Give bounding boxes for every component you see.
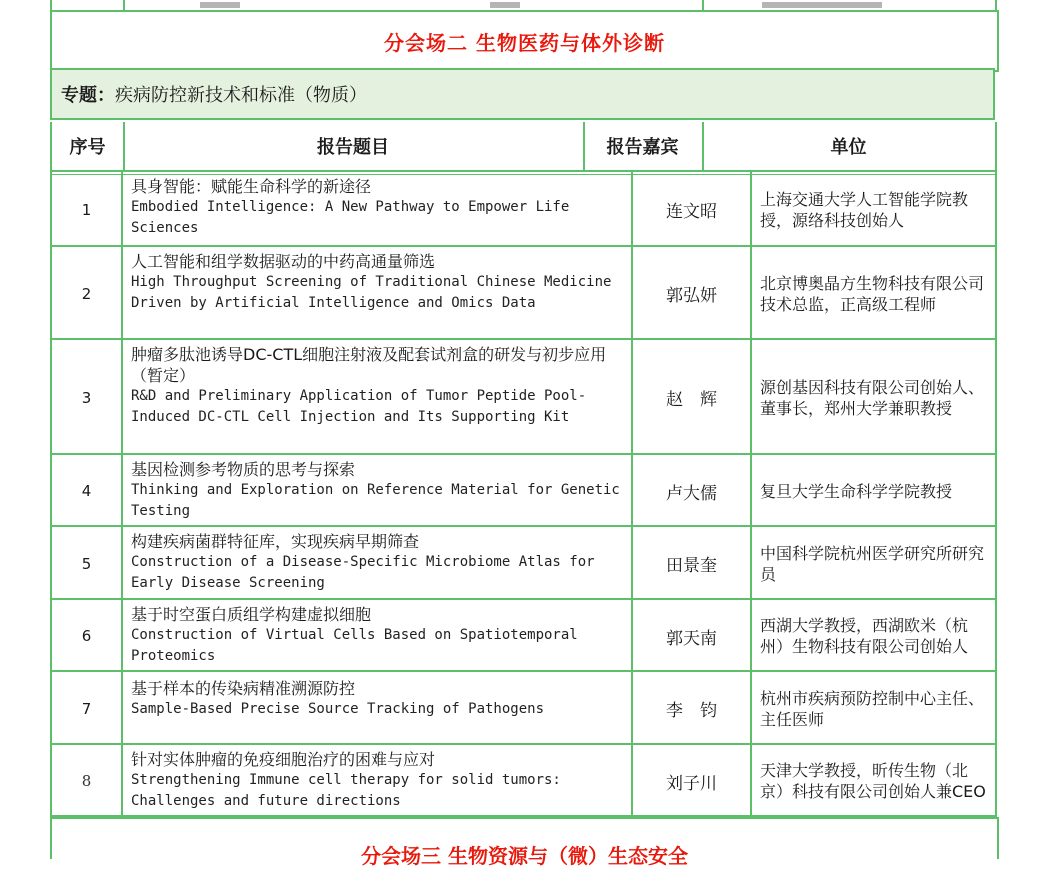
next-section-title-text: 分会场三 生物资源与（微）生态安全 xyxy=(361,844,688,868)
speaker-name: 连文昭 xyxy=(633,172,752,247)
row-number: 6 xyxy=(50,600,123,672)
row-number: 4 xyxy=(50,455,123,527)
speaker-name: 郭弘妍 xyxy=(633,247,752,340)
previous-table-remnant xyxy=(50,0,997,10)
header-speaker-text: 报告嘉宾 xyxy=(606,137,679,158)
report-title-en: Strengthening Immune cell therapy for solid tumors: Challenges and future directions xyxy=(131,772,561,809)
table-row xyxy=(50,340,997,455)
speaker-unit: 杭州市疾病预防控制中心主任、主任医师 xyxy=(752,672,997,745)
table-row xyxy=(50,600,997,672)
report-title-en: Thinking and Exploration on Reference Material for Genetic Testing xyxy=(131,482,620,519)
report-title xyxy=(123,600,633,672)
report-title-zh: 基于样本的传染病精准溯源防控 xyxy=(131,679,356,698)
speaker-name: 刘子川 xyxy=(633,745,752,817)
header-unit xyxy=(702,122,997,172)
report-title xyxy=(123,745,633,817)
report-title xyxy=(123,527,633,600)
speaker-unit: 源创基因科技有限公司创始人、董事长，郑州大学兼职教授 xyxy=(752,340,997,455)
report-title-en: Embodied Intelligence: A New Pathway to Empower Life Sciences xyxy=(131,199,570,236)
speaker-unit: 西湖大学教授，西湖欧米（杭州）生物科技有限公司创始人 xyxy=(752,600,997,672)
report-title-en: Construction of a Disease-Specific Microbiome Atlas for Early Disease Screening xyxy=(131,554,595,591)
next-section-title xyxy=(50,817,999,868)
table-row xyxy=(50,672,997,745)
topic-text: 疾病防控新技术和标准（物质） xyxy=(115,85,367,106)
speaker-unit: 上海交通大学人工智能学院教授，源络科技创始人 xyxy=(752,172,997,247)
row-number: 2 xyxy=(50,247,123,340)
speaker-unit: 中国科学院杭州医学研究所研究员 xyxy=(752,527,997,600)
speaker-name: 李 钧 xyxy=(633,672,752,745)
report-title-zh: 人工智能和组学数据驱动的中药高通量筛选 xyxy=(131,252,436,271)
report-title-zh: 基于时空蛋白质组学构建虚拟细胞 xyxy=(131,605,372,624)
speaker-name: 卢大儒 xyxy=(633,455,752,527)
report-title-en: Sample-Based Precise Source Tracking of Pathogens xyxy=(131,701,545,717)
report-title-en: High Throughput Screening of Traditional Chinese Medicine Driven by Artificial Intelligence and Omics Data xyxy=(131,274,612,311)
speaker-name: 赵 辉 xyxy=(633,340,752,455)
section-title xyxy=(50,10,999,72)
report-title-zh: 针对实体肿瘤的免疫细胞治疗的困难与应对 xyxy=(131,750,436,769)
row-number: 8 xyxy=(50,745,123,817)
header-no xyxy=(50,122,125,172)
table-row xyxy=(50,527,997,600)
report-title-en: Construction of Virtual Cells Based on Spatiotemporal Proteomics xyxy=(131,627,578,664)
report-title xyxy=(123,172,633,247)
table-row xyxy=(50,247,997,340)
header-unit-text: 单位 xyxy=(830,137,867,158)
report-title xyxy=(123,455,633,527)
report-title-en: R&D and Preliminary Application of Tumor Peptide Pool-Induced DC-CTL Cell Injection and Its Supporting Kit xyxy=(131,388,587,425)
report-title-zh: 构建疾病菌群特征库，实现疾病早期筛查 xyxy=(131,532,420,551)
header-speaker xyxy=(583,122,704,172)
table-row xyxy=(50,745,997,817)
table-row xyxy=(50,172,997,247)
row-number: 1 xyxy=(50,172,123,247)
speaker-unit: 北京博奥晶方生物科技有限公司技术总监，正高级工程师 xyxy=(752,247,997,340)
speaker-name: 田景奎 xyxy=(633,527,752,600)
report-title-zh: 具身智能：赋能生命科学的新途径 xyxy=(131,177,372,196)
topic-banner xyxy=(50,68,995,120)
report-title xyxy=(123,672,633,745)
table-row xyxy=(50,455,997,527)
header-title xyxy=(123,122,585,172)
report-title xyxy=(123,247,633,340)
report-title xyxy=(123,340,633,455)
topic-label: 专题： xyxy=(61,85,115,106)
row-number: 3 xyxy=(50,340,123,455)
speaker-unit: 天津大学教授，昕传生物（北京）科技有限公司创始人兼CEO xyxy=(752,745,997,817)
row-number: 5 xyxy=(50,527,123,600)
report-title-zh: 肿瘤多肽池诱导DC-CTL细胞注射液及配套试剂盒的研发与初步应用（暂定） xyxy=(131,345,607,385)
section-title-text: 分会场二 生物医药与体外诊断 xyxy=(384,30,665,55)
report-title-zh: 基因检测参考物质的思考与探索 xyxy=(131,460,356,479)
row-number: 7 xyxy=(50,672,123,745)
speaker-name: 郭天南 xyxy=(633,600,752,672)
header-title-text: 报告题目 xyxy=(317,137,389,158)
speaker-unit: 复旦大学生命科学学院教授 xyxy=(752,455,997,527)
header-no-text: 序号 xyxy=(69,137,106,158)
